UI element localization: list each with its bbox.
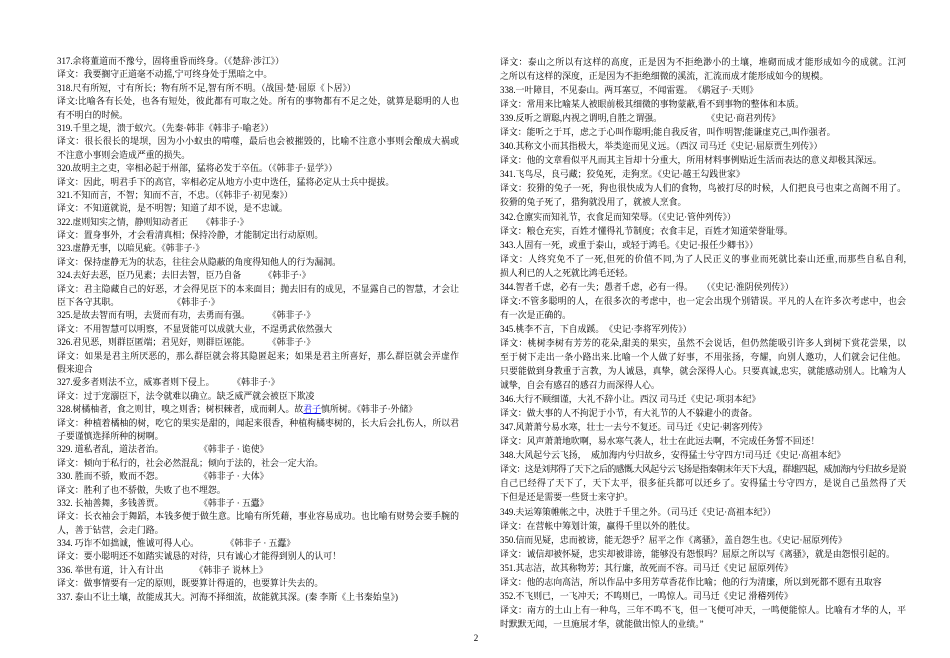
quote-line: 344.智者千虑，必有一失；愚者千虑，必有一得。 （《史记·淮阴侯列传》）: [500, 281, 794, 292]
translation-line: 译文：如果是君主所厌恶的，那么群臣就会将其隐匿起来；如果是君主所喜好，那么群臣就会弄虚作: [57, 350, 459, 361]
translation-line: 译文：我要搁守正道毫不动摇,宁可终身处于黑暗之中。: [57, 69, 273, 80]
translation-line: 译文：因此，明君手下的高官，宰相必定从地方小吏中选任，猛将必定从士兵中提拔。: [57, 176, 395, 187]
translation-line: 译文：狡猾的兔子一死，狗也很快成为人们的食物，鸟被打尽的时候，人们把良弓也束之高阁不用了。: [500, 183, 906, 194]
quote-line: 332. 长袖善舞，多钱善贾。 《韩非子 · 五蠹》: [57, 497, 269, 508]
quote-text: 慎所树。《韩非子·外储》: [321, 404, 418, 415]
quote-line: 339.反听之谓聪,内视之谓明,自胜之谓强。 《史记·商君列传》: [500, 113, 781, 124]
quote-line: 340.其称文小而其指极大，举类迩而见义远。（西汉 司马迁《史记·屈原贾生列传》）: [500, 141, 823, 152]
quote-line: 326.君见恶，则群臣匿端；君见好，则群臣诬能。 《韩非子·》: [57, 337, 316, 348]
translation-line: 译文：这是刘邦得了天下之后的感慨.大风起兮云飞扬是指秦朝末年天下大乱，群雄四起，威加海内兮归故乡是说: [500, 464, 906, 475]
quote-line: 348.大风起兮云飞扬， 威加海内兮归故乡，安得猛士兮守四方!司马迁《史记·高祖本纪》: [500, 450, 846, 461]
left-column: [57, 55, 459, 604]
quote-line: 337. 泰山不让土壤，故能成其大。河海不择细流，故能就其深。(秦 李斯《上书秦始皇》): [57, 591, 398, 602]
translation-line: 译文：种植着橘柚的树，吃它的果实是甜的，闻起来很香，种植枸橘枣树的，长大后会扎伤人，所以君: [57, 417, 459, 428]
quote-line: 329. 道私者乱，道法者治。 《韩非子 · 诡使》: [57, 444, 269, 455]
continuation-line: 自己已经得了天下了，天下太平，很多征兵都可以还乡了。安得猛士兮守四方，是说自己虽然得了天: [500, 478, 906, 489]
continuation-line: 假来迎合: [57, 363, 93, 374]
quote-line: 325.是故去智而有明，去贤而有功，去勇而有强。 《韩非子·》: [57, 310, 316, 321]
translation-line: 译文：要小聪明还不如踏实诚恳的对待，只有诚心才能得到别人的认可！: [57, 551, 341, 562]
continuation-line: 之所以有这样的深度，正是因为不拒绝细微的溪流，汇流而成才能形成如今的规模。: [500, 71, 829, 82]
translation-line: 译文：粮仓充实，百姓才懂得礼节制度；衣食丰足，百姓才知道荣誉耻辱。: [500, 225, 793, 236]
translation-line: 译文：风声萧萧地吹啊，易水寒气袭人，壮士在此远去啊，不完成任务誓不回还！: [500, 436, 820, 447]
translation-line: 译文：他的志向高洁，所以作品中多用芳草香花作比喻；他的行为清廉，所以到死都不愿有丑取容: [500, 576, 882, 587]
quote-line: 349.夫运筹策帷帐之中，决胜于千里之外。（司马迁《史记·高祖本纪》）: [500, 506, 776, 517]
translation-line: 译文：不用智慧可以明察，不显贤能可以成就大业，不逞勇武依然强大: [57, 323, 333, 334]
translation-line: 译文:比喻各有长处，也各有短处，彼此都有可取之处。所有的事物都有不足之处，就算是聪明的人也: [57, 96, 459, 107]
quote-line: 338.一叶障目，不见泰山。两耳塞豆，不闻雷霆。 《鹖冠子·天则》: [500, 85, 759, 96]
translation-line: 译文:不管多聪明的人，在很多次的考虑中，也一定会出现个别错误。平凡的人在许多次考虑中，也会: [500, 295, 906, 306]
quote-line: 330. 胜而不骄，败而不怨。 《韩非子 · 大体》: [57, 471, 269, 482]
translation-line: 译文：倾向于私行的，社会必然混乱；倾向于法的，社会一定大治。: [57, 457, 324, 468]
quote-line: 318.尺有所短，寸有所长；物有所不足,智有所不明。（战国·楚·屈原《卜居》）: [57, 82, 356, 93]
continuation-line: 臣下各守其职。 《韩非子·》: [57, 297, 220, 308]
continuation-line: 损人利已的人之死就比鸿毛还轻。: [500, 267, 634, 278]
page-number: 2: [473, 633, 479, 643]
quote-line: 322.虚则知实之情，静则知动者正 《韩非子·》: [57, 216, 249, 227]
translation-line: 译文：不知道就说，是不明智；知道了却不说，是不忠诚。: [57, 203, 288, 214]
quote-line: 352.不飞则已，一飞冲天；不鸣则已，一鸣惊人。司马迁《史记 滑稽列传》: [500, 590, 793, 601]
quote-line: 334. 巧诈不如拙诚，惟诚可得人心。 《韩非子 · 五蠹》: [57, 538, 296, 549]
right-column: [500, 55, 906, 631]
continuation-line: 只要能做到身教重于言教，为人诚恳，真挚，就会深得人心。只要真诚,忠实，就能感动别人。比喻为人: [500, 366, 906, 377]
quote-line: 341.飞鸟尽，良弓藏；狡兔死，走狗烹。《史记·越王勾践世家》: [500, 169, 745, 180]
quote-line: 324.去好去恶，臣乃见素；去旧去智，臣乃自备 《韩非子·》: [57, 270, 311, 281]
quote-line: 319.千里之堤，溃于蚁穴。（先秦·韩非《韩非子·喻老》）: [57, 122, 274, 133]
continuation-line: 不注意小事则会造成严重的损失。: [57, 149, 191, 160]
quote-line: 317.余将董道而不豫兮，固将重昏而终身。（《楚辞·涉江》）: [57, 56, 285, 66]
continuation-line: 有一次是正确的。: [500, 309, 571, 320]
translation-line: 译文：桃树李树有芳芳的花朵,甜美的果实，虽然不会说话，但仍然能吸引许多人到树下赏花尝果，以: [500, 337, 906, 348]
quote-line: 320.故明主之吏，宰相必起于州部，猛将必发于卒伍。（《韩非子·显学》）: [57, 163, 338, 174]
translation-line: 译文：君主隐藏自己的好恶，才会得见臣下的本来面目；抛去旧有的成见，不显露自己的智慧，才会让: [57, 283, 459, 294]
quote-line: 345.桃李不言，下自成蹊。 《史记·李将军列传》）: [500, 323, 692, 334]
quote-line: 343.人固有一死，或重于泰山，或轻于鸿毛。《史记·报任少卿书》）: [500, 239, 759, 250]
translation-line: 译文：长衣袖会于舞蹈，本钱多便于做生意。比喻有所凭藉，事业容易成功。也比喻有财势会要手腕的: [57, 511, 459, 522]
quote-line: 342.仓廪实而知礼节，衣食足而知荣辱。（《史记·管仲列传》）: [500, 211, 736, 222]
translation-line: 译文：能听之于耳，虑之于心叫作聪明;能自我反省，叫作明智;能谦虚克己,叫作强者。: [500, 127, 836, 138]
translation-line: 译文：很长很长的堤坝，因为小小蚁虫的啃噬，最后也会被摧毁的，比喻不注意小事则会酿成大祸或: [57, 136, 459, 147]
translation-line: 译文：在营帐中筹划计策，赢得千里以外的胜仗。: [500, 520, 696, 531]
quote-line: 323.虚静无事，以暗见疵。《韩非子·》: [57, 243, 205, 254]
quote-line: 321.不知而言，不智；知而不言，不忠。（《韩非子·初见秦》）: [57, 189, 293, 200]
continuation-line: 时默默无闻，一旦施展才华，就能做出惊人的业绩。”: [500, 618, 704, 629]
quote-line: 350.信而见疑，忠而被谤，能无怨乎？屈平之作《离骚》，盖自怨生也。《史记·屈原列传》: [500, 534, 847, 545]
quote-line: [57, 403, 459, 416]
quote-line: 346.大行不顾细谨，大礼不辞小让。西汉 司马迁《史记·项羽本纪》: [500, 394, 761, 405]
junzi-link[interactable]: 君子: [303, 404, 322, 415]
continuation-line: 诚挚，自会有感召的感召力而深得人心。: [500, 380, 660, 391]
continuation-line: 人，善于钻营，会走门路。: [57, 524, 164, 535]
translation-line: 译文：置身事外，才会看清真相；保持冷静，才能制定出行动原则。: [57, 230, 324, 241]
translation-line: 译文：保持虚静无为的状态，往往会从隐蔽的角度得知他人的行为漏洞。: [57, 256, 341, 267]
quote-line: 336. 举世有道，计入有计出 《韩非子 说林上》: [57, 564, 268, 575]
continuation-line: 狡猾的兔子死了，猎狗就没用了，就被人烹食。: [500, 197, 687, 208]
quote-line: 327.爱多者则法不立，威寡者则下侵上。 《韩非子·》: [57, 377, 280, 388]
quote-line: 351.其志洁，故其称物芳；其行廉，故死而不容。司马迁《史记 屈原列传》: [500, 562, 793, 573]
continuation-line: 有不明白的时候。: [57, 109, 128, 120]
translation-line: 译文：他的文章看似平凡而其主旨却十分重大，所用材料事例贴近生活而表达的意义却极其深远。: [500, 155, 882, 166]
translation-line: 译文：做大事的人不拘泥于小节，有大礼节的人不躲避小的责备。: [500, 408, 758, 419]
translation-line: 译文：做事情要有一定的原则，既要算计得道的，也要算计失去的。: [57, 578, 324, 589]
translation-line: 译文：过于宠溺臣下，法令就难以确立。缺乏威严就会被臣下欺凌: [57, 390, 315, 401]
translation-line: 译文：胜利了也不骄傲，失败了也不埋怨。: [57, 484, 226, 495]
translation-line: 译文：人终究免不了一死,但死的价值不同,为了人民正义的事业而死就比泰山还重,而那些自私自利,: [500, 253, 906, 264]
quote-line: 347.风萧萧兮易水寒，壮士一去兮不复还。司马迁《史记·刺客列传》: [500, 422, 767, 433]
translation-line: 译文：泰山之所以有这样的高度，正是因为不拒绝渺小的土壤，堆砌而成才能形成如今的成就。江河: [500, 57, 906, 67]
continuation-line: 下但是还是需要一些贤士来守护。: [500, 492, 634, 503]
continuation-line: 至于树下走出一条小路出来.比喻一个人做了好事，不用张扬，夸耀，向别人邀功，人们就会记住他。: [500, 351, 906, 362]
translation-line: 译文：诚信却被怀疑，忠实却被诽谤，能够没有怨恨吗？屈原之所以写《离骚》，就是由怨恨引起的。: [500, 548, 895, 559]
quote-text: 328.树橘柚者，食之则甘，嗅之则香；树枳棘者，成而刺人。故: [57, 404, 304, 415]
translation-line: 译文：常用来比喻某人被眼前极其细微的事物蒙蔽,看不到事物的整体和本质。: [500, 99, 804, 110]
continuation-line: 子要谨慎选择所种的树啊。: [57, 430, 164, 441]
translation-line: 译文：南方的土山上有一种鸟，三年不鸣不飞，但一飞便可冲天，一鸣便能惊人。比喻有才华的人，平: [500, 604, 906, 615]
